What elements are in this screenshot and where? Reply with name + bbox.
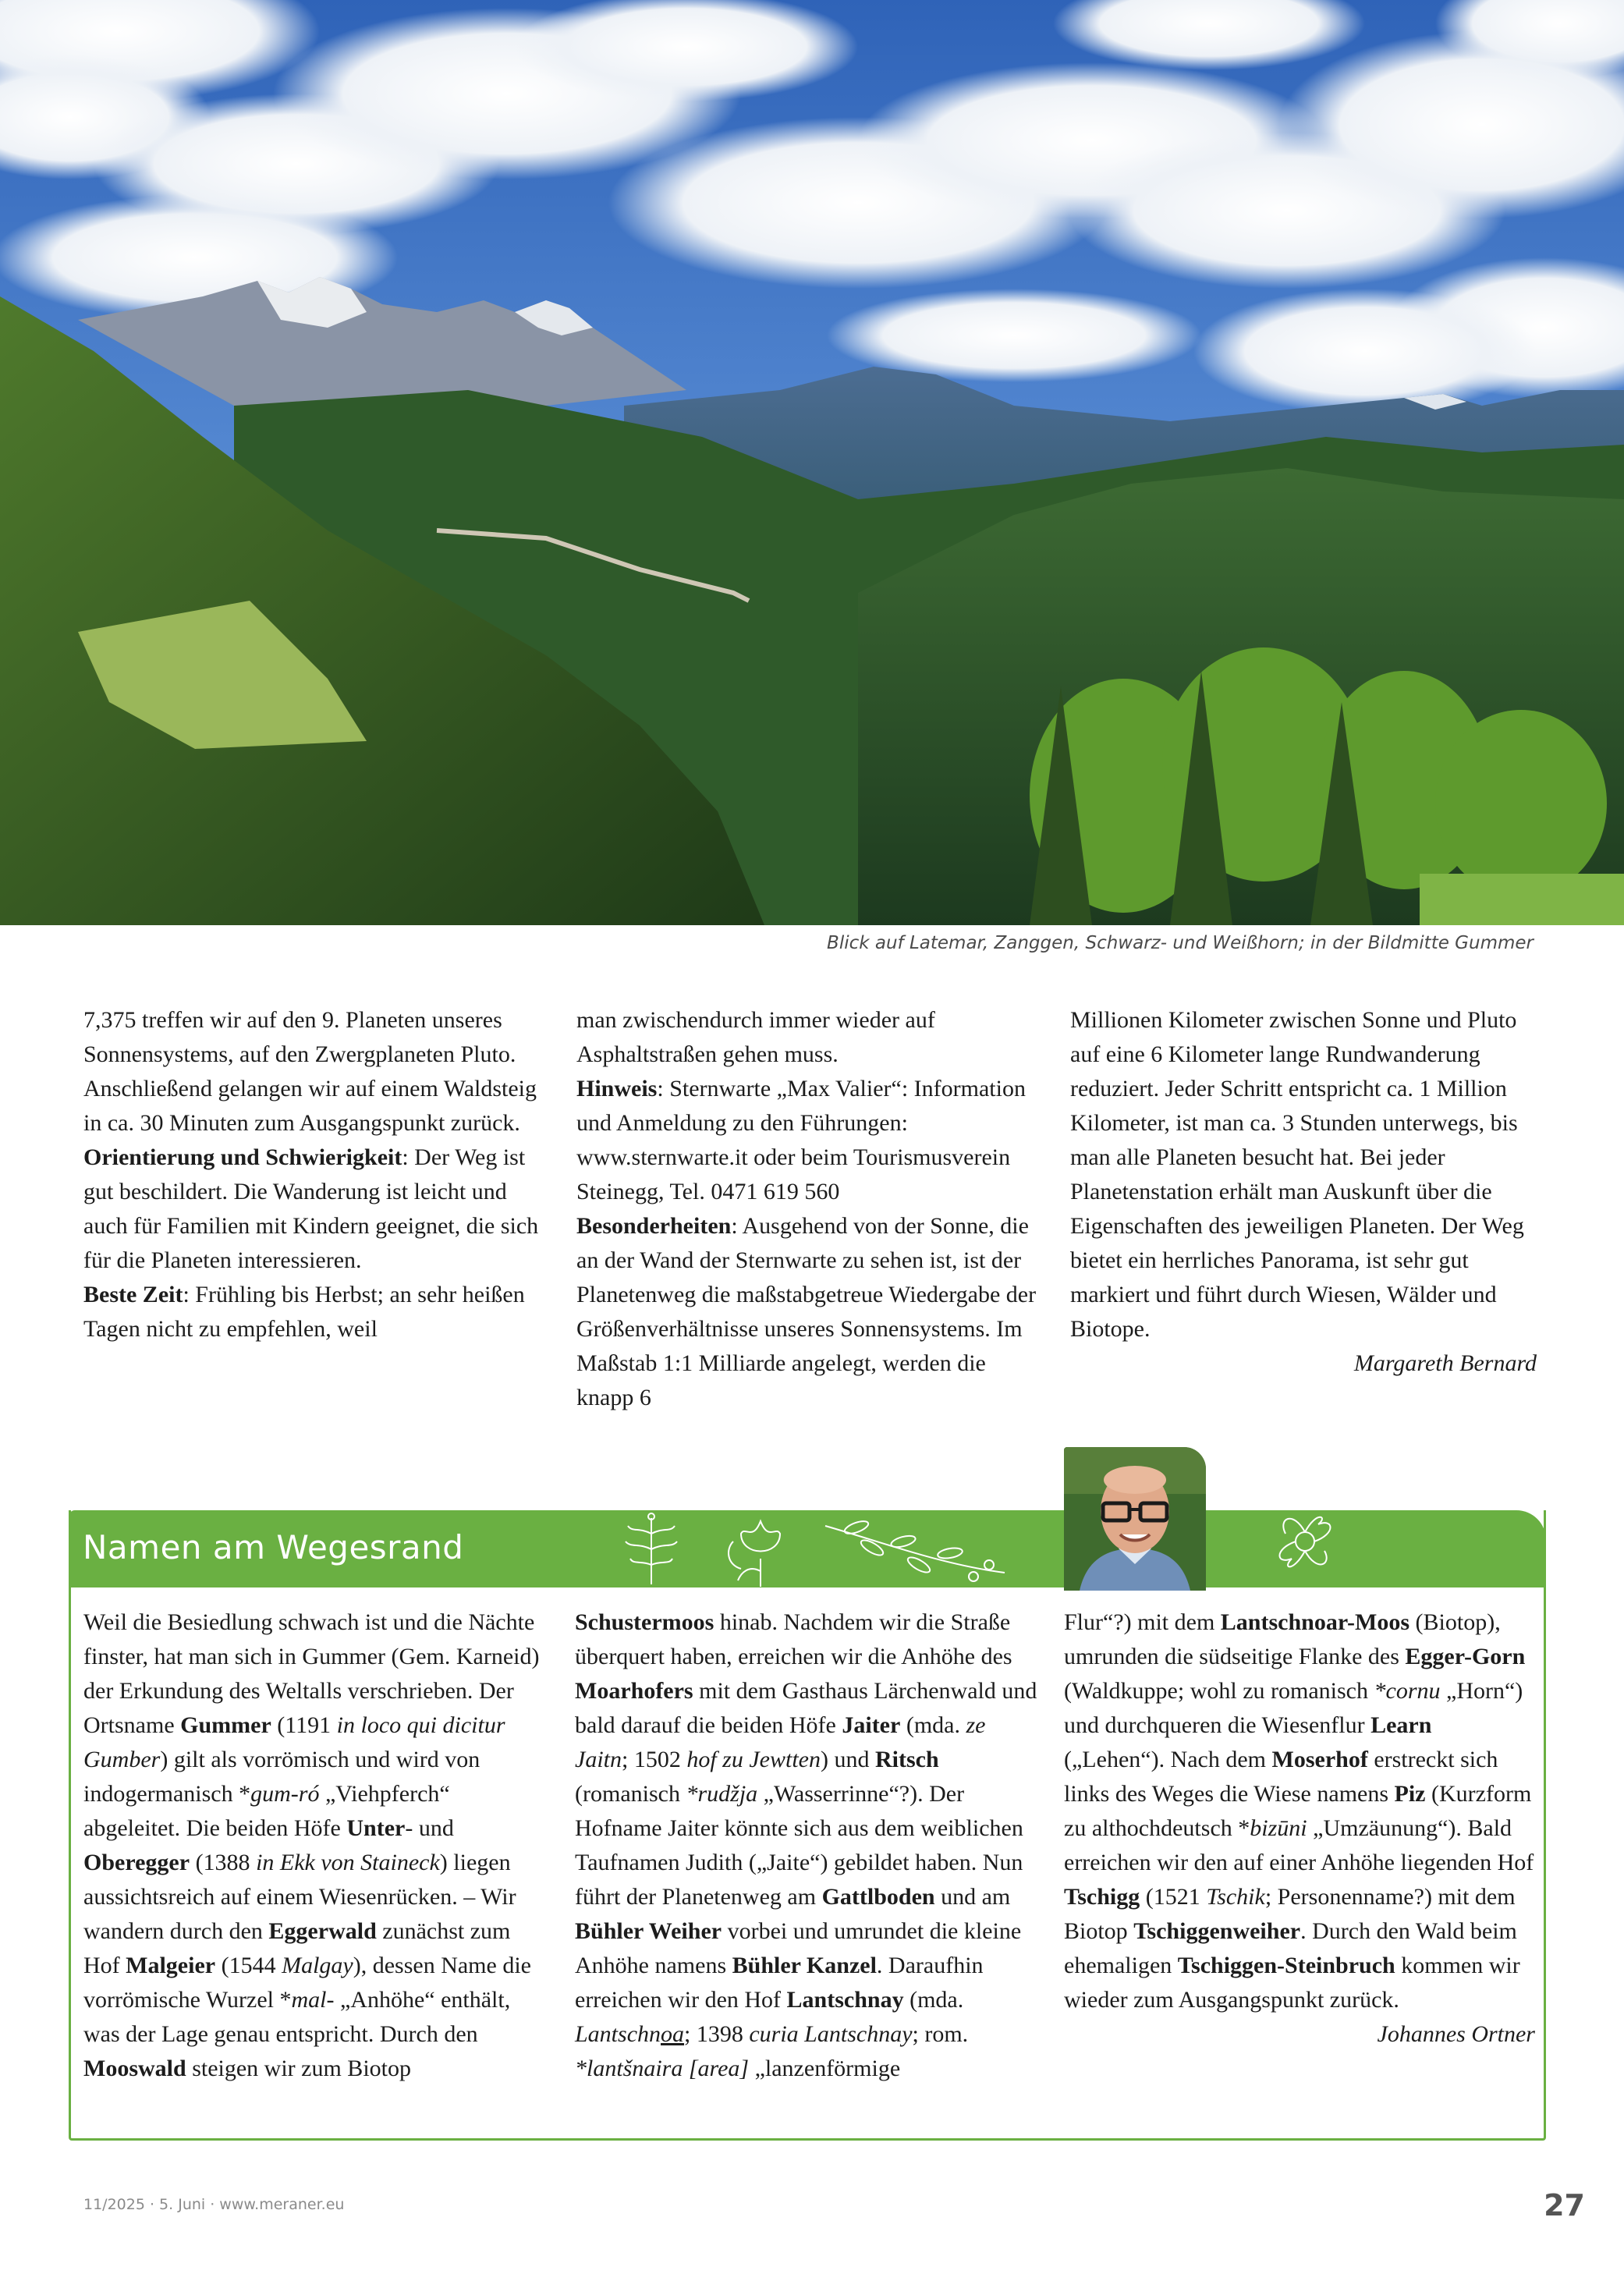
- tulip-icon: [718, 1510, 803, 1587]
- page-number: 27: [1544, 2188, 1585, 2222]
- article-column-1: [83, 1003, 550, 1346]
- paragraph: Besonderheiten: Ausgehend von der Sonne, die an der Wand der Sternwarte zu sehen ist, ist der Planetenweg die maßstabgetreue Wiedergabe der Größenverhältnisse unseres Sonnensystems. Im Maßstab 1:1 Milliarde angelegt, werden die knapp 6: [576, 1213, 1037, 1410]
- paragraph: Flur“?) mit dem Lantschnoar-Moos (Biotop), umrunden die südseitige Flanke des Egger-Gorn (Waldkuppe; wohl zu romanisch *cornu „Horn“) und durchqueren die Wiesenflur Learn („Lehen“). Nach dem Moserhof erstreckt sich links des Weges die Wiese namens Piz (Kurzform zu althochdeutsch *bizūni „Umzäunung“). Bald erreichen wir den auf einer Anhöhe liegenden Hof Tschigg (1521 Tschik; Personenname?) mit dem Biotop Tschiggenweiher. Durch den Wald beim ehemaligen Tschiggen-Steinbruch kommen wir wieder zum Ausgangspunkt zurück.: [1064, 1609, 1534, 2013]
- paragraph: Beste Zeit: Frühling bis Herbst; an sehr heißen Tagen nicht zu empfehlen, weil: [83, 1282, 525, 1342]
- names-column-3: [1064, 1605, 1535, 2052]
- flower-icon: [1246, 1510, 1363, 1587]
- paragraph: Orientierung und Schwierigkeit: Der Weg ist gut beschildert. Die Wanderung ist leicht und auch für Familien mit Kindern geeignet, die sich für die Planeten interessieren.: [83, 1144, 539, 1273]
- paragraph: 7,375 treffen wir auf den 9. Planeten unseres Sonnensystems, auf den Zwergplaneten Pluto. Anschließend gelangen wir auf einem Waldsteig in ca. 30 Minuten zum Ausgangspunkt zurück.: [83, 1007, 537, 1136]
- names-box-header: [69, 1510, 1546, 1587]
- botanical-sprig-icon: [608, 1510, 694, 1587]
- article-column-3: [1070, 1003, 1537, 1381]
- names-column-1: Weil die Besiedlung schwach ist und die Nächte finster, hat man sich in Gummer (Gem. Karneid) der Erkundung des Weltalls verschrieben. Der Ortsname Gummer (1191 in loco qui dicitur Gumber) gilt als vorrömisch und wird von indogermanisch *gum-ró „Viehpferch“ abgeleitet. Die beiden Höfe Unter- und Oberegger (1388 in Ekk von Staineck) liegen aussichtsreich auf einem Wiesenrücken. – Wir wandern durch den Eggerwald zunächst zum Hof Malgeier (1544 Malgay), dessen Name die vorrömische Wurzel *mal- „Anhöhe“ enthält, was der Lage genau entspricht. Durch den Mooswald steigen wir zum Biotop: [83, 1609, 540, 2081]
- olive-branch-icon: [817, 1510, 1012, 1587]
- paragraph: man zwischendurch immer wieder auf Asphaltstraßen gehen muss.: [576, 1007, 935, 1067]
- names-column-2: Schustermoos hinab. Nachdem wir die Straße überquert haben, erreichen wir die Anhöhe des Moarhofers mit dem Gasthaus Lärchenwald und bald darauf die beiden Höfe Jaiter (mda. ze Jaitn; 1502 hof zu Jewtten) und Ritsch (romanisch *rudžja „Wasserrinne“?). Der Hofname Jaiter könnte sich aus dem weiblichen Taufnamen Judith („Jaite“) gebildet haben. Nun führt der Planetenweg am Gattlboden und am Bühler Weiher vorbei und umrundet die kleine Anhöhe namens Bühler Kanzel. Daraufhin erreichen wir den Hof Lantschnay (mda. Lantschnoa; 1398 curia Lantschnay; rom. *lantšnaira [area] „lanzenförmige: [575, 1609, 1037, 2081]
- author-signature: Johannes Ortner: [1377, 2021, 1535, 2047]
- photo-caption: Blick auf Latemar, Zanggen, Schwarz- und Weißhorn; in der Bildmitte Gummer: [827, 933, 1534, 953]
- hero-photo: [0, 0, 1624, 925]
- article-column-2: [576, 1003, 1043, 1415]
- author-signature: Margareth Bernard: [1353, 1350, 1537, 1376]
- paragraph: Hinweis: Sternwarte „Max Valier“: Information und Anmeldung zu den Führungen: www.sternwarte.it oder beim Tourismusverein Steinegg, Tel. 0471 619 560: [576, 1076, 1026, 1204]
- paragraph: Millionen Kilometer zwischen Sonne und Pluto auf eine 6 Kilometer lange Rundwanderung reduziert. Jeder Schritt entspricht ca. 1 Million Kilometer, ist man ca. 3 Stunden unterwegs, bis man alle Planeten besucht hat. Bei jeder Planetenstation erhält man Auskunft über die Eigenschaften des jeweiligen Planeten. Der Weg bietet ein herrliches Panorama, ist sehr gut markiert und führt durch Wiesen, Wälder und Biotope.: [1070, 1007, 1524, 1342]
- issue-footer: 11/2025 · 5. Juni · www.meraner.eu: [83, 2196, 345, 2213]
- names-box-title: Namen am Wegesrand: [83, 1528, 464, 1566]
- author-portrait: [1064, 1447, 1206, 1591]
